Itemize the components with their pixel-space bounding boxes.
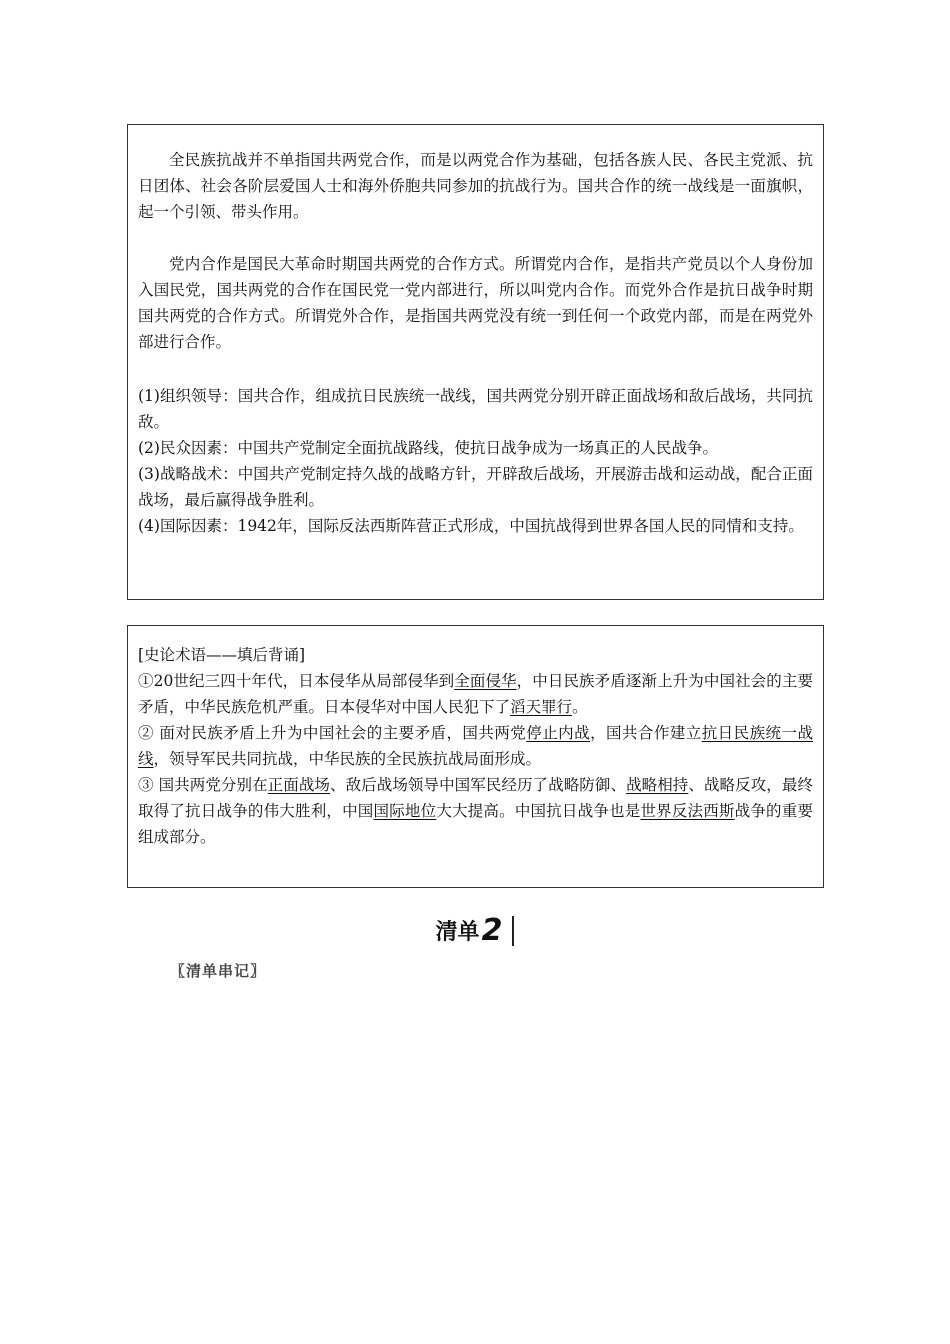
fill-blank-answer: 正面战场: [267, 776, 330, 794]
text-segment: ③ 国共两党分别在: [138, 776, 268, 794]
fill-blank-answer: 全面侵华: [454, 672, 517, 690]
heading-divider: [512, 916, 514, 946]
term-sentence-1: [138, 668, 813, 720]
fill-blank-answer: 停止内战: [526, 724, 591, 742]
term-sentence-3: [138, 772, 813, 850]
terms-box-title: [史论术语——填后背诵]: [138, 646, 306, 664]
list-item: (4)国际因素：1942年，国际反法西斯阵营正式形成，中国抗战得到世界各国人民的同情和支持。: [138, 517, 804, 535]
text-segment: 大大提高。中国抗日战争也是: [436, 802, 641, 820]
terms-box: [127, 625, 824, 888]
text-segment: ，领导军民共同抗战，中华民族的全民族抗战局面形成。: [153, 750, 542, 768]
list-item: (2)民众因素：中国共产党制定全面抗战路线，使抗日战争成为一场真正的人民战争。: [138, 439, 718, 457]
text-segment: ② 面对民族矛盾上升为中国社会的主要矛盾，国共两党: [138, 724, 527, 742]
text-segment: ，国共合作建立: [590, 724, 702, 742]
list-item: (3)战略战术：中国共产党制定持久战的战略方针，开辟敌后战场，开展游击战和运动战，配合正面战场，最后赢得战争胜利。: [138, 465, 813, 509]
list-item: (1)组织领导：国共合作，组成抗日民族统一战线，国共两党分别开辟正面战场和敌后战场，共同抗敌。: [138, 387, 813, 431]
text-segment: 战争的重要组成部分。: [138, 802, 813, 846]
term-sentence-2: [138, 720, 813, 772]
section-tag: 〖清单串记〗: [170, 962, 267, 980]
text-segment: 、敌后战场领导中国军民经历了战略防御、: [330, 776, 627, 794]
text-segment: 、战略反攻，最终取得了抗日战争的伟大胜利，中国: [138, 776, 813, 820]
fill-blank-answer: 抗日民族统一战线: [138, 724, 813, 768]
fill-blank-answer: 战略相持: [626, 776, 689, 794]
section-heading-text: 清单: [435, 920, 480, 945]
text-segment: ，中日民族矛盾逐渐上升为中国社会的主要矛盾，中华民族危机严重。日本侵华对中国人民犯下了: [138, 672, 813, 716]
victory-factors-list: [138, 383, 813, 539]
section-heading: [0, 913, 950, 948]
section-heading-number: 2: [481, 913, 503, 948]
paragraph-cooperation-modes: 党内合作是国民大革命时期国共两党的合作方式。所谓党内合作，是指共产党员以个人身份加入国民党，国共两党的合作在国民党一党内部进行，所以叫党内合作。而党外合作是抗日战争时期国共两党的合作方式。所谓党外合作，是指国共两党没有统一到任何一个政党内部，而是在两党外部进行合作。: [138, 255, 813, 351]
fill-blank-answer: 国际地位: [373, 802, 437, 820]
explanation-box: [127, 124, 824, 600]
text-segment: 。: [572, 698, 588, 716]
text-segment: ①20世纪三四十年代，日本侵华从局部侵华到: [138, 672, 455, 690]
paragraph-united-front: 全民族抗战并不单指国共两党合作，而是以两党合作为基础，包括各族人民、各民主党派、抗日团体、社会各阶层爱国人士和海外侨胞共同参加的抗战行为。国共合作的统一战线是一面旗帜，起一个引领、带头作用。: [138, 151, 813, 221]
fill-blank-answer: 滔天罪行: [510, 698, 573, 716]
fill-blank-answer: 世界反法西斯: [640, 802, 735, 820]
